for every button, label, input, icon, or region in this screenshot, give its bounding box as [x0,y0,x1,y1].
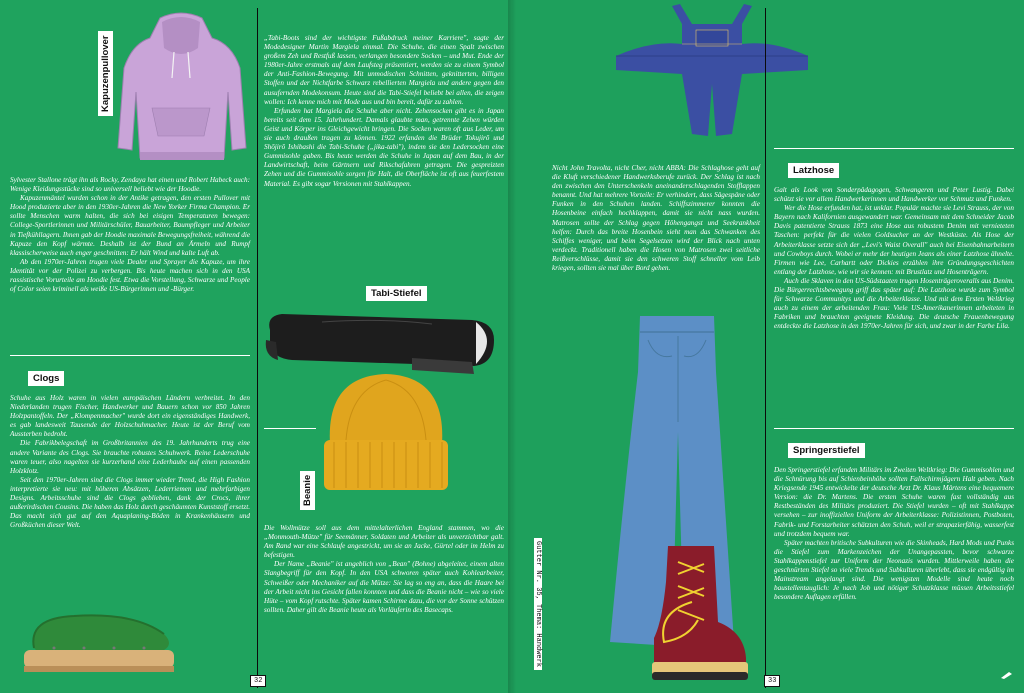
springerstiefel-label: Springerstiefel [788,443,865,458]
latzhose-text [774,186,1014,332]
latzhose-divider [774,148,1014,149]
springerstiefel-paragraph: Später machten britische Subkulturen wie die Skinheads, Hard Mods und Punks die Stiefel zum Markenzeichen der Unangepassten, bevor schwarze Stahlkappenstiefel zur Uniform der Neonazis wurden. Mittlerweile haben die geschnürten Stiefel so viele Trends und Subkulturen überlebt, dass sie endgültig im Mainstream angelangt sind. Die wenigsten Modelle sind heute noch baustellentauglich: Je nach Job und nötiger Schutzklasse müssen Arbeitsstiefel besondere Auflagen erfüllen. [774,538,1014,602]
tabi-paragraph: „Tabi-Boots sind der wichtigste Fußabdruck meiner Karriere", sagte der Modedesigner Martin Margiela einmal. Die Schuhe, die einen Spalt zwischen großem Zeh und Restfuß lassen, verlangen besondere Socken – und Mut. Ende der 1980er-Jahre erstmals auf dem Laufsteg präsentiert, werden sie zu einem Symbol der Anti-Fashion-Bewegung. Mit unmodischen Schnitten, geknitterten, billigen Stoffen und der Nichtfarbe Schwarz rebellierten Margiela und andere gegen den ausufernden Modekonsum. Heute sind die Tabi-Stiefel beliebt bei allen, die zeigen wollen: Ich kenne mich mit Mode aus und bin bereit, dafür zu zahlen. [264,34,504,106]
book-spine [508,0,516,693]
hoodie-label: Kapuzenpullover [98,31,113,116]
hoodie-text [10,176,250,294]
latzhose-paragraph: Galt als Look von Sonderpädagogen, Schwangeren und Peter Lustig. Dabei schützt sie vor allem Handwerkerinnen und Handwerker vor Schmutz und Funken. [774,186,1014,204]
tabi-paragraph: Erfunden hat Margiela die Schuhe aber nicht. Zehensocken gibt es in Japan bereits seit dem 15. Jahrhundert. Damals glaubte man, getrennte Zehen würden Geist und Körper ins Gleichgewicht bringen. Die Socken waren oft aus Leder, um sie auch draußen tragen zu können. 1922 erfanden die Brüder Tokujirō und Shōjirō Ishibashi die Tabi-Schuhe („jika-tabi"), indem sie den Ledersocken eine Gummisohle gaben. Bis heute werden die Schuhe in Japan auf dem Bau, in der Landwirtschaft, beim Gärtnern und Rikschafahren getragen. Die gespreizten Zehen und die Gummisohle sorgen für Halt, die Oberfläche ist oft aus feuerfestem Material. Es gibt sogar Versionen mit Stahlkappen. [264,106,504,188]
latzhose-paragraph: Wer die Hose erfunden hat, ist unklar. Populär machte sie Levi Strauss, der von Bayern nach Kalifornien ausgewandert war. Gemeinsam mit dem Schneider Jacob Davis patentierte Strauss 1873 eine Hose aus robustem Denim mit vernieteten Taschen: perfekt für die vielen Goldsucher an der Westküste. Als Hose der Arbeiterklasse setzte sich der „Levi's Waist Overall" auch bei Eisenbahnarbeitern und Cowboys durch. Wobei er mehr der heutigen Jeans als einer Latzhose ähnelte. Firmen wie Lee, Carhartt oder Dickies erzählen ihre Gründungsgeschichten entlang der Latzhose, wie wir sie kennen: mit Brustlatz und Hosenträgern. [774,204,1014,276]
latzhose-label: Latzhose [788,163,839,178]
tabi-boot-image [262,300,502,380]
springerstiefel-paragraph: Den Springerstiefel erfanden Militärs im Zweiten Weltkrieg: Die Gummisohlen und die Schnürung bis auf Schienbeinhöhe sollten Fallschirmjägern Halt geben. Nach Kriegsende 1945 entwickelte der deutsche Arzt Dr. Klaus Märtens eine bequemere Version: die Dr. Martens. Die ersten Schuhe waren fast vollständig aus Restbeständen des Militärs produziert. Die Stiefel wurden – oft mit Stahlkappe versehen – zur inoffiziellen Uniform der Arbeiterklasse: Polizistinnen, Postboten, Fabrik- und Forstarbeiter schätzten den Schuh, weil er strapazierfähig, wasserfest und trotzdem bequem war. [774,466,1014,538]
clogs-label: Clogs [28,371,64,386]
hoodie-paragraph: Kapuzenmäntel wurden schon in der Antike getragen, den ersten Pullover mit Hood produzierte aber in den 1930er-Jahren die New Yorker Firma Champion. Er sollte Menschen warm halten, die sich bei eisigen Temperaturen bewegen: College-Sportlerinnen und Militärschüler, Bauarbeiter, Baumpfleger und Arbeiter in Tiefkühllagern. Ihnen gab der Hoodie maximale Bewegungsfreiheit, während die Kapuze den Kopf wärmte. Deshalb ist der Bund an Ärmeln und Rumpf klassischerweise auch enger geschnitten: Er hält Wind und kalte Luft ab. [10,194,251,257]
hoodie-paragraph: Ab den 1970er-Jahren trugen viele Dealer und Sprayer die Kapuze, um ihre Identität vor der Polizei zu verbergen. Bis heute machen sich in den USA rassistische Vorurteile am Hoodie fest. Etwa die Vorstellung, Schwarze und People of Color seien kriminell als weiße US-Bürgerinnen und -Bürger. [10,257,250,294]
beanie-divider [264,428,316,429]
hoodie-image [112,8,250,168]
clogs-paragraph: Seit den 1970er-Jahren sind die Clogs immer wieder Trend, die High Fashion interpretierte sie neu: mit höheren Absätzen, Lederriemen und mehrfarbigen Designs. Arbeitsschuhe sind die Clogs geblieben, dank der Crocs, ihrer außerirdischen Cousins. Die haben das Holz durch geschäumten Kunststoff ersetzt. Das macht sich gut auf den Aquaplaning-Böden in Krankenhäusern und Großküchen dieser Welt. [10,475,250,530]
right-page [512,0,1024,693]
clog-image [14,608,184,688]
pen-icon [1000,670,1014,680]
beanie-paragraph: Der Name „Beanie" ist angeblich von „Bean" (Bohne) abgeleitet, einem alten Slangbegriff für den Kopf. In den USA schworen später auch Kohlearbeiter, Schweißer oder Mechaniker auf die Mütze: Sie lag so eng an, dass die Haare bei der Arbeit nicht ins Gesicht fallen konnten und dass die Beanie nicht – wie so viele Hüte – vom Kopf rutschte. Später kamen Schirme dazu, die vor der Sonne schützen sollten. Daher gilt die Beanie heute als Vorläuferin des Basecaps. [264,560,504,614]
overalls-image [612,4,812,154]
latzhose-paragraph: Auch die Sklaven in den US-Südstaaten trugen Hosenträgeroveralls aus Denim. Die Bürgerrechtsbewegung griff das später auf: Die Latzhose wurde zum Symbol für Schwarze Communitys und die Arbeiterklasse. Und mit dem Ersten Weltkrieg auch zu einem der arbeitenden Frau: Viele US-Amerikanerinnen arbeiteten in Fabriken und brauchten geeignete Kleidung. Die deutsche Frauenbewegung entdeckte die Latzhose in den 1970er-Jahren für sich, und zwar in der Farbe Lila. [774,276,1014,331]
schlaghose-text [552,164,760,273]
springerstiefel-divider [774,428,1014,429]
issue-folio: Gutter Nr. 35, Thema: Handwerk [534,538,542,670]
beanie-label: Beanie [300,471,315,510]
clogs-paragraph: Schuhe aus Holz waren in vielen europäischen Ländern verbreitet. In den Niederlanden trugen Fischer, Handwerker und Bauern schon vor 850 Jahren Holzpantoffeln. Der „Klompenmacher" wurde dort ein eigenständiges Handwerk, es gab landesweit Tausende der Holzschuhmacher. Heute ist der Beruf vom Aussterben bedroht. [10,394,250,439]
beanie-paragraph: Die Wollmütze soll aus dem mittelalterlichen England stammen, wo die „Monmouth-Mütze" für Seemänner, Soldaten und Arbeiter als unverzichtbar galt. Am Rand war eine Schlaufe angestrickt, um sie an Jacke, Gürtel oder im Helm zu befestigen. [264,524,504,560]
page-number-right: 33 [764,675,780,687]
clogs-divider [10,355,250,356]
column-divider-right [765,8,766,688]
springerstiefel-text [774,466,1014,602]
column-divider [257,8,258,688]
tabi-text [264,34,504,189]
schlaghose-paragraph: Nicht John Travolta, nicht Cher, nicht ABBA: Die Schlaghose geht auf die Kluft verschiedener Handwerksberufe zurück. Der Schlag ist nach den zwischen den Unterschenkeln aneinanderschlagenden Stofflappen benannt. Und hat mehrere Vorteile: Er verhindert, dass Sägespäne oder Funken in den Schuhen landen. Schiffszimmerer konnten die Hosenbeine einfach hochklappen, damit sie nicht nass wurden. Matrosen sollte der Schlag gegen Höhengangst und Seekrankheit helfen: Durch das breite Hosenbein sieht man das Schwanken des Schiffes weniger, und beim Segelsetzen wird der Blick nach unten verdeckt. Traditionell haben die Hosen von Matrosen zwei seitliche Reißverschlüsse, damit sie den schweren Stoff schneller vom Leib kriegen, sollten sie mal über Bord gehen. [552,164,760,273]
hoodie-paragraph: Sylvester Stallone trägt ihn als Rocky, Zendaya hat einen und Robert Habeck auch: Wenige Kleidungsstücke sind so universell beliebt wie der Hoodie. [10,176,250,194]
boot-image [648,542,748,682]
clogs-text [10,394,250,530]
beanie-text [264,524,504,615]
page-number-left: 32 [250,675,266,687]
tabi-label: Tabi-Stiefel [366,286,427,301]
clogs-paragraph: Die Fabrikbelegschaft im Großbritannien des 19. Jahrhunderts trug eine andere Variante des Clogs. Sie brauchte robustes Schuhwerk. Reine Lederschuhe waren teuer, also nagelten sie kurzerhand eine Lederhaube auf einen passenden Holzklotz. [10,439,250,475]
beanie-image [316,370,456,500]
